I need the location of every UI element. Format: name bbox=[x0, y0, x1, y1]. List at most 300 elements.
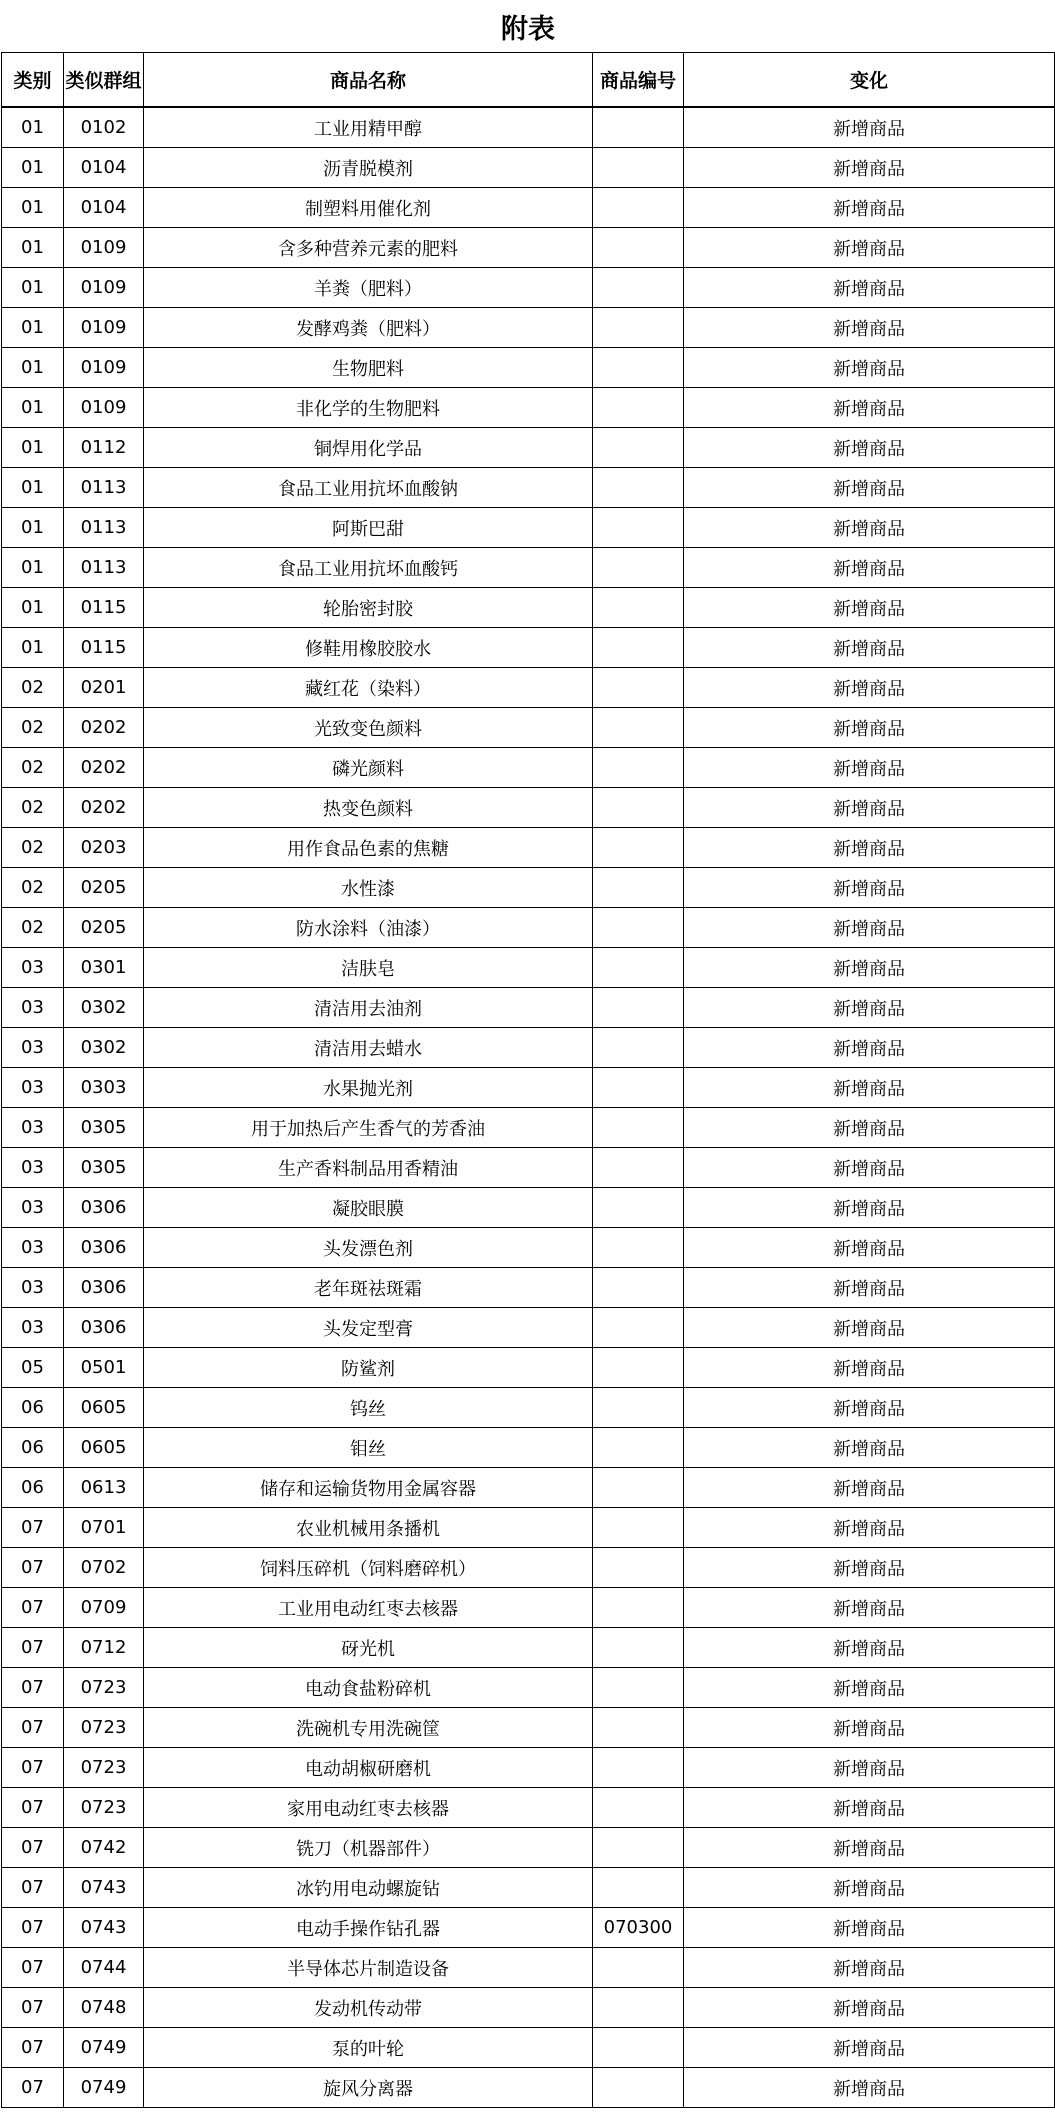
cell-code bbox=[593, 1628, 684, 1668]
cell-category: 01 bbox=[2, 228, 64, 268]
cell-group: 0302 bbox=[64, 988, 144, 1028]
cell-group: 0613 bbox=[64, 1468, 144, 1508]
table-row bbox=[2, 1028, 1055, 1068]
cell-group: 0723 bbox=[64, 1788, 144, 1828]
cell-group: 0109 bbox=[64, 228, 144, 268]
cell-name: 工业用电动红枣去核器 bbox=[144, 1588, 593, 1628]
cell-category: 03 bbox=[2, 1268, 64, 1308]
cell-name: 非化学的生物肥料 bbox=[144, 388, 593, 428]
cell-name: 水性漆 bbox=[144, 868, 593, 908]
table-row bbox=[2, 1108, 1055, 1148]
cell-group: 0712 bbox=[64, 1628, 144, 1668]
cell-category: 03 bbox=[2, 1308, 64, 1348]
cell-name: 电动手操作钻孔器 bbox=[144, 1908, 593, 1948]
cell-name: 头发定型膏 bbox=[144, 1308, 593, 1348]
cell-change: 新增商品 bbox=[684, 1108, 1055, 1148]
cell-group: 0709 bbox=[64, 1588, 144, 1628]
cell-category: 01 bbox=[2, 628, 64, 668]
cell-change: 新增商品 bbox=[684, 348, 1055, 388]
table-row bbox=[2, 1428, 1055, 1468]
cell-change: 新增商品 bbox=[684, 668, 1055, 708]
cell-change: 新增商品 bbox=[684, 1428, 1055, 1468]
table-title: 附表 bbox=[501, 13, 555, 45]
table-row bbox=[2, 228, 1055, 268]
cell-group: 0109 bbox=[64, 268, 144, 308]
cell-name: 钼丝 bbox=[144, 1428, 593, 1468]
cell-name: 光致变色颜料 bbox=[144, 708, 593, 748]
cell-name: 防鲨剂 bbox=[144, 1348, 593, 1388]
cell-code bbox=[593, 2028, 684, 2068]
cell-change: 新增商品 bbox=[684, 1748, 1055, 1788]
cell-category: 07 bbox=[2, 2068, 64, 2108]
table-row bbox=[2, 748, 1055, 788]
cell-name: 洁肤皂 bbox=[144, 948, 593, 988]
cell-change: 新增商品 bbox=[684, 428, 1055, 468]
table-row bbox=[2, 2068, 1055, 2108]
cell-code bbox=[593, 1428, 684, 1468]
cell-name: 藏红花（染料） bbox=[144, 668, 593, 708]
cell-group: 0104 bbox=[64, 148, 144, 188]
cell-category: 03 bbox=[2, 1028, 64, 1068]
cell-change: 新增商品 bbox=[684, 1188, 1055, 1228]
header-group: 类似群组 bbox=[64, 53, 144, 108]
cell-code bbox=[593, 228, 684, 268]
cell-group: 0205 bbox=[64, 908, 144, 948]
cell-group: 0742 bbox=[64, 1828, 144, 1868]
cell-change: 新增商品 bbox=[684, 508, 1055, 548]
cell-group: 0112 bbox=[64, 428, 144, 468]
table-row bbox=[2, 1588, 1055, 1628]
cell-group: 0306 bbox=[64, 1188, 144, 1228]
cell-name: 半导体芯片制造设备 bbox=[144, 1948, 593, 1988]
cell-code bbox=[593, 668, 684, 708]
cell-change: 新增商品 bbox=[684, 2068, 1055, 2108]
cell-code bbox=[593, 148, 684, 188]
cell-name: 农业机械用条播机 bbox=[144, 1508, 593, 1548]
header-category: 类别 bbox=[2, 53, 64, 108]
header-code: 商品编号 bbox=[593, 53, 684, 108]
cell-change: 新增商品 bbox=[684, 388, 1055, 428]
cell-category: 02 bbox=[2, 828, 64, 868]
table-row bbox=[2, 588, 1055, 628]
table-row bbox=[2, 188, 1055, 228]
cell-category: 07 bbox=[2, 1628, 64, 1668]
cell-code bbox=[593, 1588, 684, 1628]
cell-group: 0749 bbox=[64, 2068, 144, 2108]
cell-name: 含多种营养元素的肥料 bbox=[144, 228, 593, 268]
cell-category: 07 bbox=[2, 1988, 64, 2028]
cell-code bbox=[593, 1508, 684, 1548]
cell-change: 新增商品 bbox=[684, 1348, 1055, 1388]
cell-name: 洗碗机专用洗碗筐 bbox=[144, 1708, 593, 1748]
cell-category: 02 bbox=[2, 748, 64, 788]
cell-group: 0202 bbox=[64, 748, 144, 788]
cell-change: 新增商品 bbox=[684, 268, 1055, 308]
cell-group: 0113 bbox=[64, 548, 144, 588]
cell-name: 电动胡椒研磨机 bbox=[144, 1748, 593, 1788]
cell-code bbox=[593, 948, 684, 988]
table-row bbox=[2, 1948, 1055, 1988]
cell-category: 01 bbox=[2, 148, 64, 188]
cell-category: 01 bbox=[2, 428, 64, 468]
cell-change: 新增商品 bbox=[684, 868, 1055, 908]
cell-change: 新增商品 bbox=[684, 228, 1055, 268]
cell-name: 家用电动红枣去核器 bbox=[144, 1788, 593, 1828]
cell-group: 0113 bbox=[64, 468, 144, 508]
goods-table bbox=[1, 0, 1055, 2108]
cell-change: 新增商品 bbox=[684, 1788, 1055, 1828]
table-row bbox=[2, 2028, 1055, 2068]
cell-change: 新增商品 bbox=[684, 1468, 1055, 1508]
cell-name: 食品工业用抗坏血酸钙 bbox=[144, 548, 593, 588]
table-row bbox=[2, 1388, 1055, 1428]
cell-group: 0306 bbox=[64, 1228, 144, 1268]
table-row bbox=[2, 508, 1055, 548]
cell-group: 0723 bbox=[64, 1668, 144, 1708]
cell-code: 070300 bbox=[593, 1908, 684, 1948]
cell-code bbox=[593, 628, 684, 668]
cell-code bbox=[593, 188, 684, 228]
cell-name: 砑光机 bbox=[144, 1628, 593, 1668]
cell-name: 铜焊用化学品 bbox=[144, 428, 593, 468]
table-row bbox=[2, 1828, 1055, 1868]
table-row bbox=[2, 1748, 1055, 1788]
cell-name: 水果抛光剂 bbox=[144, 1068, 593, 1108]
cell-name: 头发漂色剂 bbox=[144, 1228, 593, 1268]
table-row bbox=[2, 1908, 1055, 1948]
table-row bbox=[2, 428, 1055, 468]
cell-code bbox=[593, 1228, 684, 1268]
cell-code bbox=[593, 107, 684, 148]
header-row bbox=[2, 53, 1055, 108]
cell-group: 0203 bbox=[64, 828, 144, 868]
cell-group: 0109 bbox=[64, 308, 144, 348]
cell-name: 储存和运输货物用金属容器 bbox=[144, 1468, 593, 1508]
cell-change: 新增商品 bbox=[684, 1948, 1055, 1988]
cell-group: 0605 bbox=[64, 1428, 144, 1468]
cell-category: 07 bbox=[2, 1508, 64, 1548]
cell-name: 凝胶眼膜 bbox=[144, 1188, 593, 1228]
cell-group: 0743 bbox=[64, 1908, 144, 1948]
table-row bbox=[2, 1988, 1055, 2028]
cell-category: 07 bbox=[2, 1588, 64, 1628]
cell-name: 电动食盐粉碎机 bbox=[144, 1668, 593, 1708]
cell-group: 0702 bbox=[64, 1548, 144, 1588]
cell-group: 0205 bbox=[64, 868, 144, 908]
cell-category: 01 bbox=[2, 268, 64, 308]
cell-code bbox=[593, 1708, 684, 1748]
cell-change: 新增商品 bbox=[684, 1828, 1055, 1868]
cell-group: 0744 bbox=[64, 1948, 144, 1988]
cell-category: 01 bbox=[2, 588, 64, 628]
cell-category: 03 bbox=[2, 1108, 64, 1148]
cell-name: 工业用精甲醇 bbox=[144, 107, 593, 148]
cell-change: 新增商品 bbox=[684, 988, 1055, 1028]
table-row bbox=[2, 828, 1055, 868]
cell-category: 01 bbox=[2, 188, 64, 228]
cell-code bbox=[593, 1788, 684, 1828]
cell-change: 新增商品 bbox=[684, 708, 1055, 748]
cell-category: 02 bbox=[2, 668, 64, 708]
cell-group: 0201 bbox=[64, 668, 144, 708]
cell-name: 发动机传动带 bbox=[144, 1988, 593, 2028]
cell-code bbox=[593, 828, 684, 868]
cell-name: 泵的叶轮 bbox=[144, 2028, 593, 2068]
cell-category: 02 bbox=[2, 868, 64, 908]
cell-group: 0306 bbox=[64, 1308, 144, 1348]
cell-group: 0113 bbox=[64, 508, 144, 548]
cell-change: 新增商品 bbox=[684, 1228, 1055, 1268]
cell-name: 清洁用去油剂 bbox=[144, 988, 593, 1028]
cell-category: 02 bbox=[2, 708, 64, 748]
cell-code bbox=[593, 1148, 684, 1188]
cell-group: 0305 bbox=[64, 1148, 144, 1188]
cell-name: 清洁用去蜡水 bbox=[144, 1028, 593, 1068]
table-row bbox=[2, 107, 1055, 148]
cell-name: 发酵鸡粪（肥料） bbox=[144, 308, 593, 348]
cell-group: 0109 bbox=[64, 348, 144, 388]
cell-code bbox=[593, 908, 684, 948]
cell-name: 老年斑祛斑霜 bbox=[144, 1268, 593, 1308]
table-row bbox=[2, 1868, 1055, 1908]
table-row bbox=[2, 1628, 1055, 1668]
header-change: 变化 bbox=[684, 53, 1055, 108]
cell-group: 0102 bbox=[64, 107, 144, 148]
cell-category: 03 bbox=[2, 1228, 64, 1268]
table-row bbox=[2, 948, 1055, 988]
cell-category: 06 bbox=[2, 1468, 64, 1508]
cell-change: 新增商品 bbox=[684, 2028, 1055, 2068]
cell-code bbox=[593, 468, 684, 508]
cell-category: 01 bbox=[2, 508, 64, 548]
table-row bbox=[2, 868, 1055, 908]
cell-code bbox=[593, 428, 684, 468]
cell-group: 0202 bbox=[64, 788, 144, 828]
cell-code bbox=[593, 1068, 684, 1108]
cell-category: 07 bbox=[2, 1708, 64, 1748]
table-row bbox=[2, 788, 1055, 828]
cell-group: 0605 bbox=[64, 1388, 144, 1428]
cell-category: 07 bbox=[2, 2028, 64, 2068]
cell-change: 新增商品 bbox=[684, 1588, 1055, 1628]
cell-name: 用于加热后产生香气的芳香油 bbox=[144, 1108, 593, 1148]
cell-name: 饲料压碎机（饲料磨碎机） bbox=[144, 1548, 593, 1588]
cell-code bbox=[593, 1348, 684, 1388]
table-row bbox=[2, 388, 1055, 428]
cell-category: 05 bbox=[2, 1348, 64, 1388]
cell-change: 新增商品 bbox=[684, 1388, 1055, 1428]
cell-name: 生产香料制品用香精油 bbox=[144, 1148, 593, 1188]
cell-group: 0109 bbox=[64, 388, 144, 428]
cell-group: 0748 bbox=[64, 1988, 144, 2028]
cell-code bbox=[593, 548, 684, 588]
cell-category: 06 bbox=[2, 1428, 64, 1468]
cell-category: 03 bbox=[2, 1068, 64, 1108]
title-row bbox=[2, 0, 1055, 53]
cell-code bbox=[593, 708, 684, 748]
cell-name: 羊粪（肥料） bbox=[144, 268, 593, 308]
cell-code bbox=[593, 1548, 684, 1588]
table-row bbox=[2, 1548, 1055, 1588]
cell-category: 01 bbox=[2, 348, 64, 388]
cell-name: 生物肥料 bbox=[144, 348, 593, 388]
cell-name: 修鞋用橡胶胶水 bbox=[144, 628, 593, 668]
table-row bbox=[2, 1228, 1055, 1268]
cell-change: 新增商品 bbox=[684, 1028, 1055, 1068]
cell-category: 01 bbox=[2, 308, 64, 348]
cell-name: 钨丝 bbox=[144, 1388, 593, 1428]
cell-change: 新增商品 bbox=[684, 788, 1055, 828]
cell-name: 冰钓用电动螺旋钻 bbox=[144, 1868, 593, 1908]
cell-category: 01 bbox=[2, 468, 64, 508]
cell-code bbox=[593, 1828, 684, 1868]
table-row bbox=[2, 1788, 1055, 1828]
cell-change: 新增商品 bbox=[684, 308, 1055, 348]
cell-group: 0303 bbox=[64, 1068, 144, 1108]
cell-group: 0302 bbox=[64, 1028, 144, 1068]
cell-change: 新增商品 bbox=[684, 468, 1055, 508]
cell-change: 新增商品 bbox=[684, 548, 1055, 588]
cell-change: 新增商品 bbox=[684, 588, 1055, 628]
cell-change: 新增商品 bbox=[684, 948, 1055, 988]
table-row bbox=[2, 148, 1055, 188]
table-row bbox=[2, 628, 1055, 668]
cell-change: 新增商品 bbox=[684, 1908, 1055, 1948]
table-row bbox=[2, 548, 1055, 588]
cell-category: 02 bbox=[2, 908, 64, 948]
cell-change: 新增商品 bbox=[684, 148, 1055, 188]
cell-code bbox=[593, 1668, 684, 1708]
cell-name: 食品工业用抗坏血酸钠 bbox=[144, 468, 593, 508]
table-row bbox=[2, 1148, 1055, 1188]
cell-change: 新增商品 bbox=[684, 1508, 1055, 1548]
cell-code bbox=[593, 1868, 684, 1908]
table-row bbox=[2, 1348, 1055, 1388]
cell-change: 新增商品 bbox=[684, 1268, 1055, 1308]
table-row bbox=[2, 908, 1055, 948]
cell-code bbox=[593, 508, 684, 548]
cell-name: 旋风分离器 bbox=[144, 2068, 593, 2108]
cell-code bbox=[593, 868, 684, 908]
cell-name: 阿斯巴甜 bbox=[144, 508, 593, 548]
cell-category: 07 bbox=[2, 1788, 64, 1828]
cell-code bbox=[593, 1308, 684, 1348]
table-row bbox=[2, 708, 1055, 748]
cell-change: 新增商品 bbox=[684, 1868, 1055, 1908]
cell-name: 磷光颜料 bbox=[144, 748, 593, 788]
cell-code bbox=[593, 588, 684, 628]
cell-category: 07 bbox=[2, 1868, 64, 1908]
table-row bbox=[2, 308, 1055, 348]
cell-code bbox=[593, 1988, 684, 2028]
cell-change: 新增商品 bbox=[684, 188, 1055, 228]
table-row bbox=[2, 268, 1055, 308]
cell-code bbox=[593, 1388, 684, 1428]
cell-change: 新增商品 bbox=[684, 828, 1055, 868]
cell-change: 新增商品 bbox=[684, 1308, 1055, 1348]
cell-change: 新增商品 bbox=[684, 1668, 1055, 1708]
cell-group: 0104 bbox=[64, 188, 144, 228]
cell-change: 新增商品 bbox=[684, 1068, 1055, 1108]
cell-name: 热变色颜料 bbox=[144, 788, 593, 828]
cell-code bbox=[593, 2068, 684, 2108]
cell-category: 07 bbox=[2, 1908, 64, 1948]
cell-category: 07 bbox=[2, 1748, 64, 1788]
table-row bbox=[2, 1668, 1055, 1708]
cell-group: 0115 bbox=[64, 588, 144, 628]
cell-category: 07 bbox=[2, 1668, 64, 1708]
cell-group: 0202 bbox=[64, 708, 144, 748]
cell-group: 0723 bbox=[64, 1748, 144, 1788]
cell-code bbox=[593, 748, 684, 788]
cell-change: 新增商品 bbox=[684, 107, 1055, 148]
table-row bbox=[2, 348, 1055, 388]
cell-group: 0115 bbox=[64, 628, 144, 668]
cell-group: 0301 bbox=[64, 948, 144, 988]
cell-name: 铣刀（机器部件） bbox=[144, 1828, 593, 1868]
cell-category: 03 bbox=[2, 1188, 64, 1228]
header-name: 商品名称 bbox=[144, 53, 593, 108]
table-row bbox=[2, 1468, 1055, 1508]
cell-category: 07 bbox=[2, 1548, 64, 1588]
table-body bbox=[2, 107, 1055, 2108]
cell-name: 沥青脱模剂 bbox=[144, 148, 593, 188]
table-row bbox=[2, 1268, 1055, 1308]
cell-category: 06 bbox=[2, 1388, 64, 1428]
cell-group: 0743 bbox=[64, 1868, 144, 1908]
cell-name: 用作食品色素的焦糖 bbox=[144, 828, 593, 868]
cell-category: 03 bbox=[2, 988, 64, 1028]
cell-group: 0305 bbox=[64, 1108, 144, 1148]
cell-change: 新增商品 bbox=[684, 1988, 1055, 2028]
cell-change: 新增商品 bbox=[684, 1708, 1055, 1748]
cell-code bbox=[593, 308, 684, 348]
cell-category: 01 bbox=[2, 107, 64, 148]
cell-category: 03 bbox=[2, 948, 64, 988]
cell-category: 01 bbox=[2, 548, 64, 588]
cell-name: 防水涂料（油漆） bbox=[144, 908, 593, 948]
table-row bbox=[2, 1068, 1055, 1108]
cell-code bbox=[593, 388, 684, 428]
cell-code bbox=[593, 1108, 684, 1148]
cell-change: 新增商品 bbox=[684, 628, 1055, 668]
table-row bbox=[2, 988, 1055, 1028]
cell-category: 07 bbox=[2, 1828, 64, 1868]
cell-code bbox=[593, 268, 684, 308]
cell-category: 07 bbox=[2, 1948, 64, 1988]
table-row bbox=[2, 668, 1055, 708]
cell-code bbox=[593, 348, 684, 388]
cell-group: 0749 bbox=[64, 2028, 144, 2068]
cell-code bbox=[593, 1748, 684, 1788]
table-row bbox=[2, 1708, 1055, 1748]
cell-group: 0723 bbox=[64, 1708, 144, 1748]
cell-code bbox=[593, 1468, 684, 1508]
cell-group: 0306 bbox=[64, 1268, 144, 1308]
cell-code bbox=[593, 1948, 684, 1988]
cell-code bbox=[593, 1028, 684, 1068]
table-row bbox=[2, 468, 1055, 508]
cell-change: 新增商品 bbox=[684, 748, 1055, 788]
cell-code bbox=[593, 1188, 684, 1228]
cell-category: 02 bbox=[2, 788, 64, 828]
cell-name: 制塑料用催化剂 bbox=[144, 188, 593, 228]
table-row bbox=[2, 1508, 1055, 1548]
cell-group: 0701 bbox=[64, 1508, 144, 1548]
table-row bbox=[2, 1308, 1055, 1348]
cell-code bbox=[593, 988, 684, 1028]
cell-category: 03 bbox=[2, 1148, 64, 1188]
